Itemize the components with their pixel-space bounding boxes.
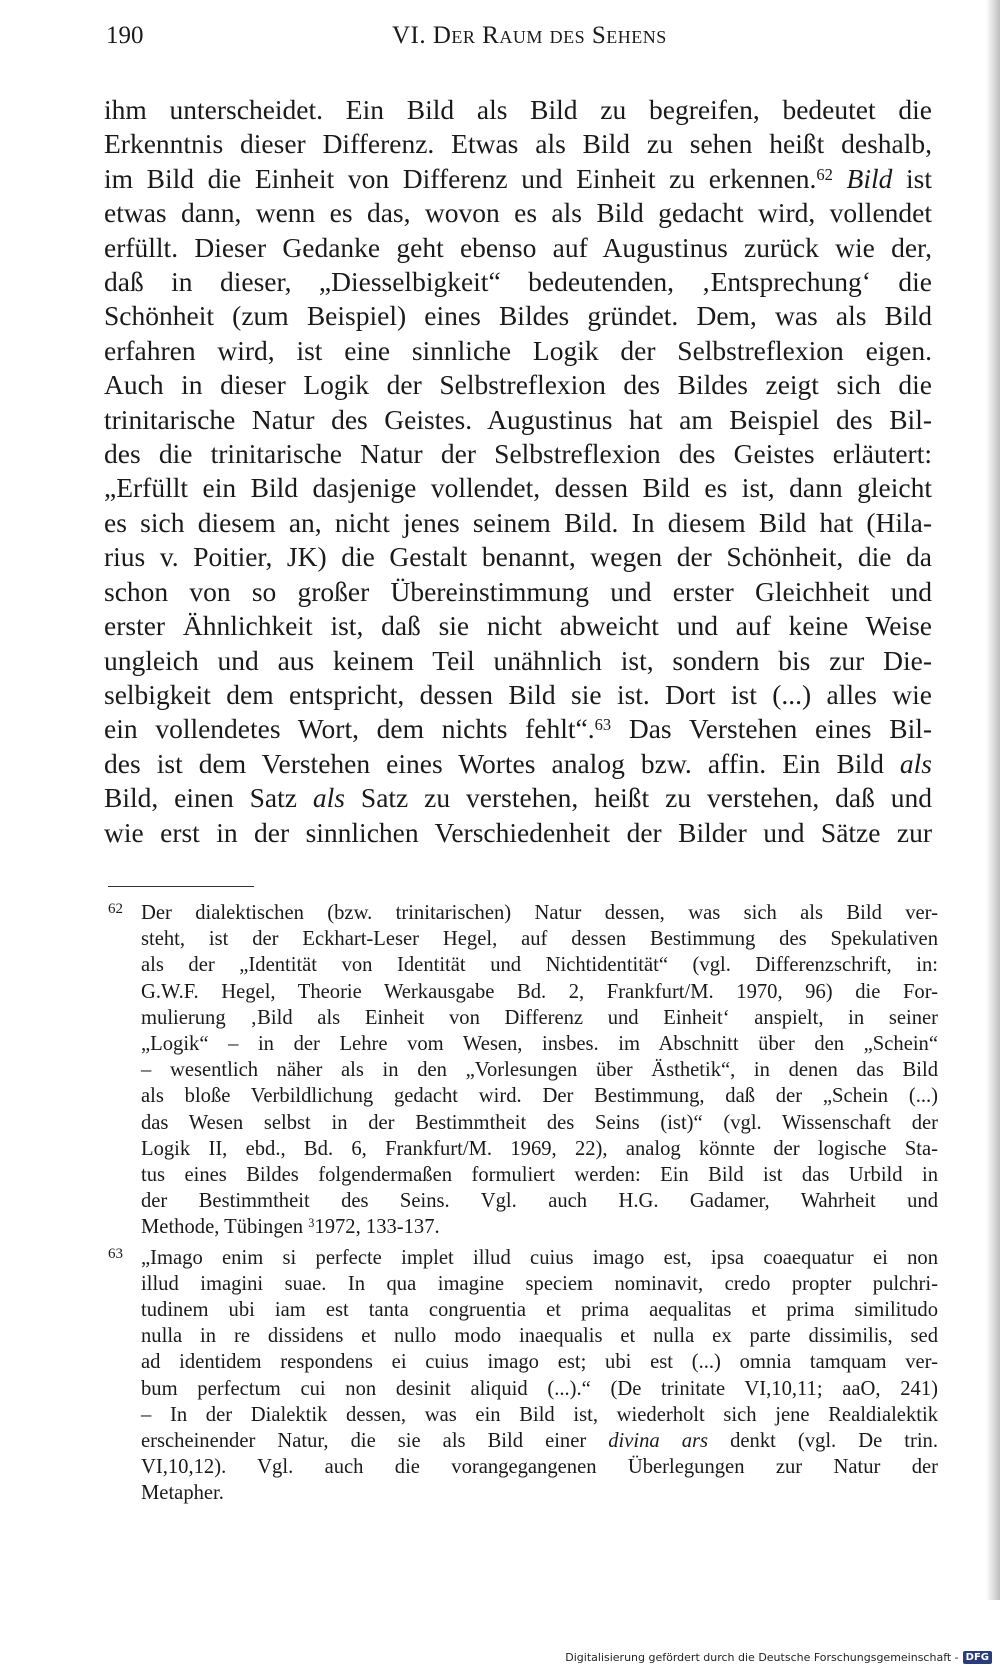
page-number: 190 [106, 22, 144, 49]
main-text [104, 93, 932, 850]
footnote-line [141, 1214, 938, 1240]
footnote-line [141, 1428, 938, 1454]
text-line [104, 162, 932, 196]
credit-text: Digitalisierung gefördert durch die Deutsche Forschungsgemeinschaft - [565, 1651, 959, 1664]
footnotes [108, 900, 938, 1511]
text-line [104, 747, 932, 781]
text-line: selbigkeit dem entspricht, dessen Bild sie ist. Dort ist (...) alles wie [104, 678, 932, 710]
text-fragment: ist [892, 162, 932, 194]
text-fragment: Bild, einen Satz [104, 782, 313, 814]
footnote-line: G.W.F. Hegel, Theorie Werkausgabe Bd. 2, Frankfurt/M. 1970, 96) die For- [141, 980, 938, 1003]
footnote-line: das Wesen selbst in der Bestimmtheit des Seins (ist)“ (vgl. Wissenschaft der [141, 1111, 938, 1134]
footnote-line: tudinem ubi iam est tanta congruentia et prima aequalitas et prima similitudo [141, 1299, 938, 1322]
footnote-line: „Imago enim si perfecte implet illud cuius imago est, ipsa coaequatur ei non [141, 1246, 938, 1269]
text-fragment: Satz zu verstehen, heißt zu verstehen, daß und [344, 782, 932, 814]
text-fragment: ein vollendetes Wort, dem nichts fehlt“. [104, 713, 595, 745]
text-fragment: erscheinender Natur, die sie als Bild einer [141, 1430, 609, 1453]
italic-word: als [899, 747, 932, 779]
footnote-63 [108, 1245, 938, 1507]
italic-word: als [312, 782, 345, 814]
page-edge-shadow [986, 0, 1000, 1600]
footnote-line: illud imagini suae. In qua imagine speciem nominavit, credo propter pulchri- [141, 1272, 938, 1295]
text-line: trinitarische Natur des Geistes. Augustinus hat am Beispiel des Bil- [104, 403, 932, 435]
italic-word: Bild [846, 162, 893, 194]
text-line: daß in dieser, „Diesselbigkeit“ bedeutenden, ‚Entsprechung‘ die [104, 266, 932, 298]
footnote-line: „Logik“ – in der Lehre vom Wesen, insbes. im Abschnitt über den „Schein“ [141, 1033, 938, 1056]
text-line: erfüllt. Dieser Gedanke geht ebenso auf Augustinus zurück wie der, [104, 231, 932, 263]
text-fragment: 1972, 133-137. [314, 1216, 440, 1239]
footnote-ref-63[interactable]: 63 [594, 715, 612, 735]
dfg-logo: DFG [963, 1651, 992, 1664]
running-head: VI. Der Raum des Sehens [392, 22, 667, 49]
footnote-line: Der dialektischen (bzw. trinitarischen) Natur dessen, was sich als Bild ver- [141, 902, 938, 924]
footnote-62 [108, 900, 938, 1241]
footnote-ref-62[interactable]: 62 [816, 164, 833, 184]
text-fragment: denkt (vgl. De trin. [708, 1430, 938, 1453]
italic-phrase: divina ars [608, 1430, 709, 1453]
text-fragment: Das Verstehen eines Bil- [611, 713, 933, 745]
page-header [106, 22, 926, 62]
footnote-line: tus eines Bildes folgendermaßen formuliert werden: Ein Bild ist das Urbild in [141, 1164, 938, 1187]
text-line: ungleich und aus keinem Teil unähnlich ist, sondern bis zur Die- [104, 644, 932, 676]
footnote-line: Logik II, ebd., Bd. 6, Frankfurt/M. 1969, 22), analog könnte der logische Sta- [141, 1137, 938, 1160]
footnote-line: bum perfectum cui non desinit aliquid (...).“ (De trinitate VI,10,11; aaO, 241) [141, 1377, 938, 1400]
text-line: ihm unterscheidet. Ein Bild als Bild zu begreifen, bedeutet die [104, 94, 932, 125]
footnote-line: als bloße Verbildlichung gedacht wird. Der Bestimmung, daß der „Schein (...) [141, 1085, 938, 1108]
footnote-line: – In der Dialektik dessen, was ein Bild ist, wiederholt sich jene Realdialektik [141, 1403, 938, 1426]
footnote-line: steht, ist der Eckhart-Leser Hegel, auf dessen Bestimmung des Spekulativen [141, 928, 938, 951]
text-line: erster Ähnlichkeit ist, daß sie nicht abweicht und auf keine Weise [104, 610, 932, 642]
digitization-credit [565, 1651, 992, 1664]
text-line: Erkenntnis dieser Differenz. Etwas als Bild zu sehen heißt deshalb, [104, 128, 932, 160]
text-line: etwas dann, wenn es das, wovon es als Bild gedacht wird, vollendet [104, 197, 932, 229]
text-line: rius v. Poitier, JK) die Gestalt benannt, wegen der Schönheit, die da [104, 541, 932, 573]
text-line [104, 781, 932, 815]
footnote-line: ad identidem respondens ei cuius imago est; ubi est (...) omnia tamquam ver- [141, 1351, 938, 1374]
footnote-text [141, 900, 938, 1241]
text-line: Schönheit (zum Beispiel) eines Bildes gründet. Dem, was als Bild [104, 300, 932, 332]
footnote-number: 63 [108, 1245, 123, 1262]
footnote-line: nulla in re dissidens et nullo modo inaequalis et nulla ex parte dissimilis, sed [141, 1325, 938, 1348]
text-line: erfahren wird, ist eine sinnliche Logik der Selbstreflexion eigen. [104, 334, 932, 366]
text-fragment: im Bild die Einheit von Differenz und Einheit zu erkennen. [104, 162, 817, 194]
text-line: Auch in dieser Logik der Selbstreflexion des Bildes zeigt sich die [104, 369, 932, 401]
footnote-number: 62 [108, 901, 123, 917]
footnote-text [141, 1245, 938, 1507]
text-fragment: des ist dem Verstehen eines Wortes analog bzw. affin. Ein Bild [104, 747, 900, 779]
footnote-line: der Bestimmtheit des Seins. Vgl. auch H.G. Gadamer, Wahrheit und [141, 1190, 938, 1213]
edition-superscript: 3 [308, 1216, 315, 1231]
text-line: schon von so großer Übereinstimmung und erster Gleichheit und [104, 575, 932, 607]
footnote-separator [108, 886, 254, 887]
text-line: des die trinitarische Natur der Selbstreflexion des Geistes erläutert: [104, 438, 932, 470]
footnote-line: mulierung ‚Bild als Einheit von Differenz und Einheit‘ anspielt, in seiner [141, 1006, 938, 1029]
footnote-line: als der „Identität von Identität und Nichtidentität“ (vgl. Differenzschrift, in: [141, 954, 938, 977]
text-line: „Erfüllt ein Bild dasjenige vollendet, dessen Bild es ist, dann gleicht [104, 472, 932, 504]
footnote-line: Metapher. [141, 1482, 224, 1505]
footnote-line: – wesentlich näher als in den „Vorlesungen über Ästhetik“, in denen das Bild [141, 1059, 938, 1082]
text-fragment: Methode, Tübingen [141, 1216, 309, 1239]
text-line [104, 712, 932, 746]
text-line: es sich diesem an, nicht jenes seinem Bild. In diesem Bild hat (Hila- [104, 506, 932, 538]
footnote-line: VI,10,12). Vgl. auch die vorangegangenen Überlegungen zur Natur der [141, 1456, 938, 1479]
text-line: wie erst in der sinnlichen Verschiedenheit der Bilder und Sätze zur [104, 816, 932, 848]
